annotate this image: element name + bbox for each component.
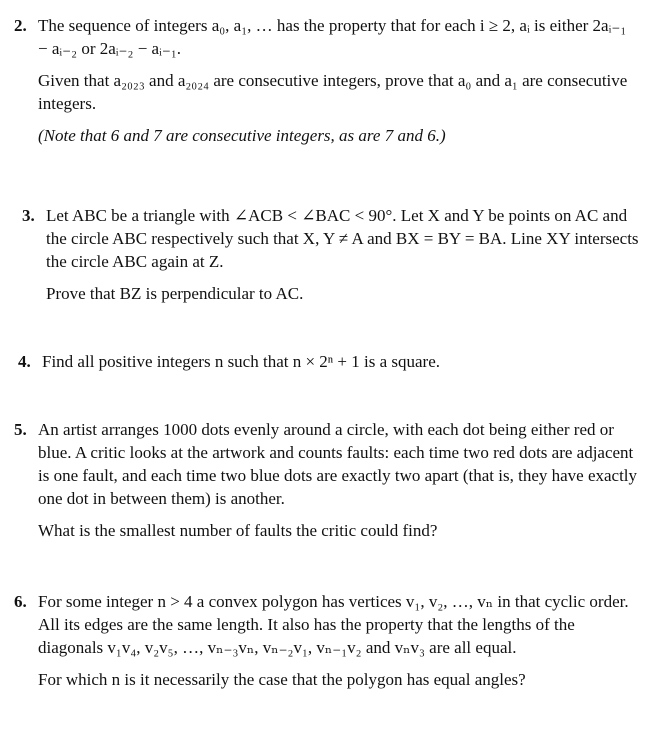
problem-task: What is the smallest number of faults the critic could find?: [38, 521, 438, 540]
problem-number: 6.: [14, 592, 27, 611]
problem-number: 2.: [14, 16, 27, 35]
problem-body: [38, 418, 638, 542]
problem-body: [38, 14, 638, 147]
problem-body: [42, 350, 642, 373]
problem-statement: An artist arranges 1000 dots evenly around a circle, with each dot being either red or blue. A critic looks at the artwork and counts faults: each time two red dots are adjacent is one fault, and each time two blue dots are exactly two apart (that is, they have exactly one dot in between them) is another.: [38, 420, 638, 508]
problem-task: For which n is it necessarily the case that the polygon has equal angles?: [38, 670, 526, 689]
problem-statement: Find all positive integers n such that n × 2ⁿ + 1 is a square.: [42, 352, 440, 371]
problem-note: (Note that 6 and 7 are consecutive integers, as are 7 and 6.): [38, 126, 446, 145]
problem-body: [46, 204, 640, 305]
problem-body: [38, 590, 638, 691]
problem-task: Prove that BZ is perpendicular to AC.: [46, 284, 304, 303]
problem-statement: For some integer n > 4 a convex polygon has vertices v₁, v₂, …, vₙ in that cyclic order. All its edges are the same length. It also has the property that the lengths of the diagonals v₁v₄, v₂v₅, …, vₙ₋₃vₙ, vₙ₋₂v₁, vₙ₋₁v₂ and vₙv₃ are all equal.: [38, 592, 629, 657]
problem-statement: Let ABC be a triangle with ∠ACB < ∠BAC < 90°. Let X and Y be points on AC and the circle ABC respectively such that X, Y ≠ A and BX = BY = BA. Line XY intersects the circle ABC again at Z.: [46, 206, 639, 271]
problem-number: 4.: [18, 352, 31, 371]
problem-statement: The sequence of integers a₀, a₁, … has the property that for each i ≥ 2, aᵢ is either 2aᵢ₋₁ − aᵢ₋₂ or 2aᵢ₋₂ − aᵢ₋₁.: [38, 16, 627, 58]
problem-number: 5.: [14, 420, 27, 439]
problem-task: Given that a₂₀₂₃ and a₂₀₂₄ are consecutive integers, prove that a₀ and a₁ are consecutive integers.: [38, 71, 628, 113]
problem-number: 3.: [22, 206, 35, 225]
